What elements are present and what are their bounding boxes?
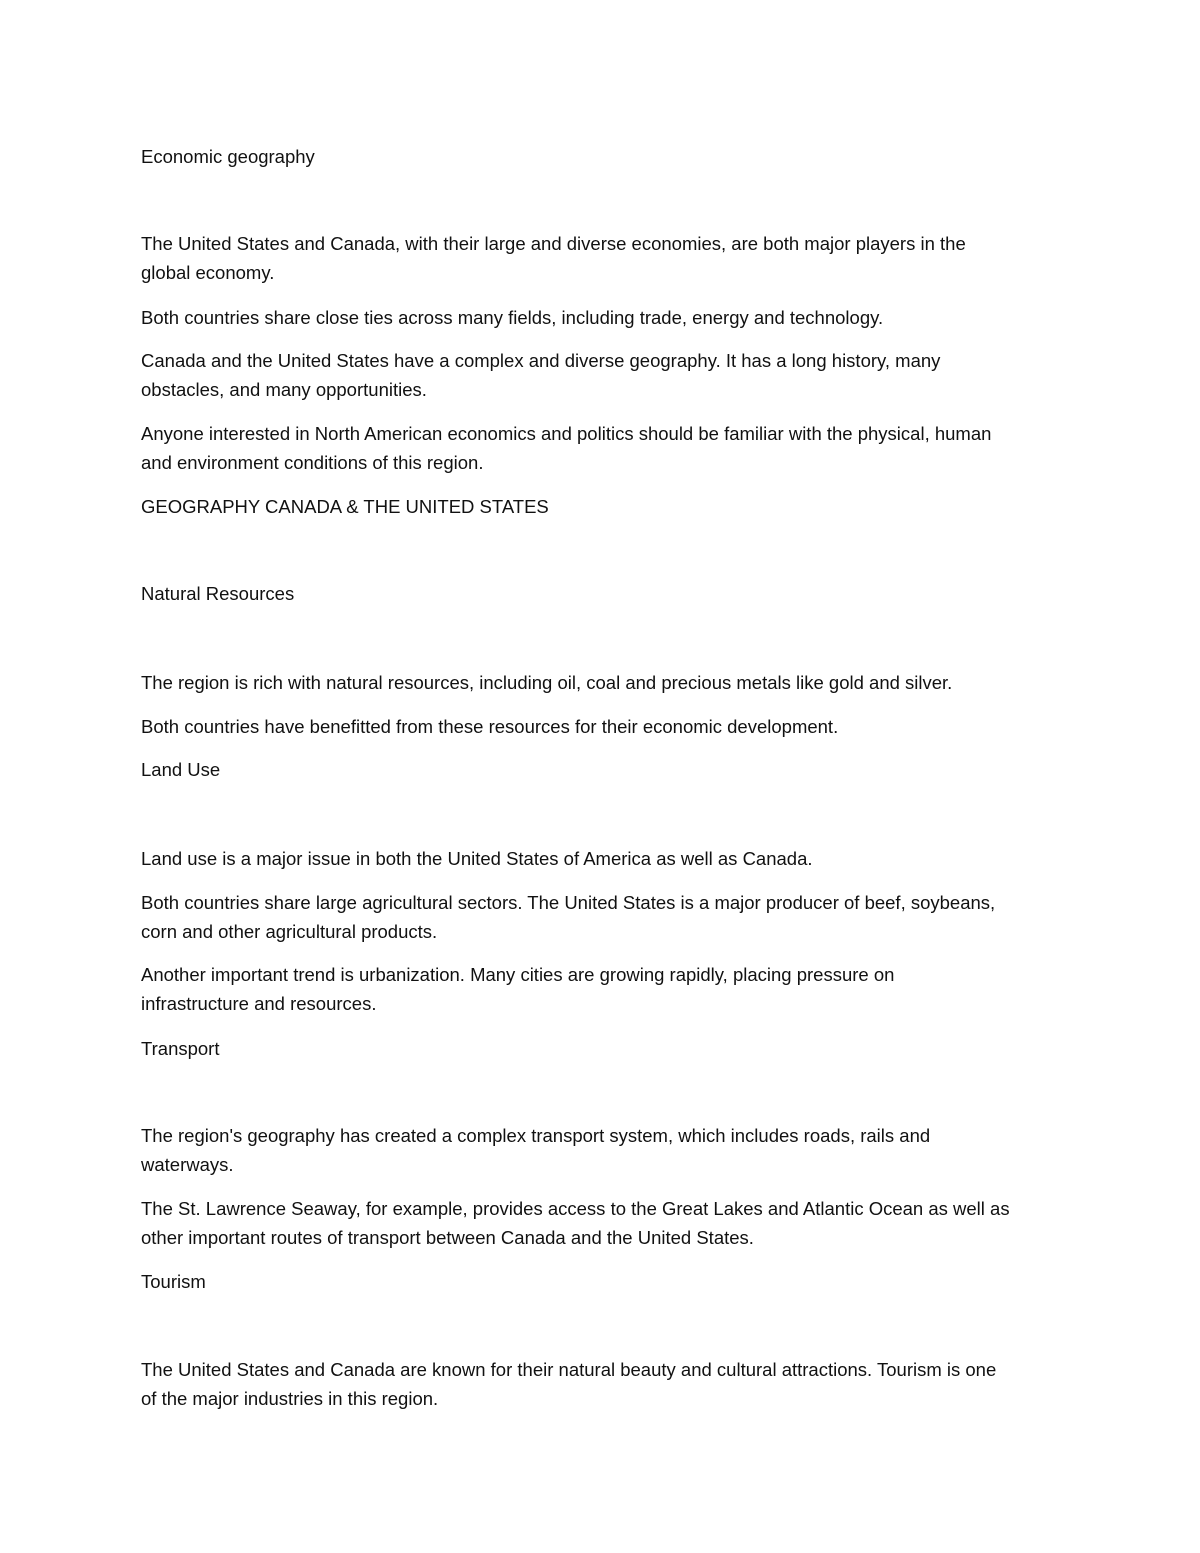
heading-tourism: Tourism: [141, 1271, 206, 1292]
tourism-paragraph-1: The United States and Canada are known for their natural beauty and cultural attractions. Tourism is one of the major industries in this region.: [141, 1359, 997, 1409]
heading-land-use: Land Use: [141, 759, 221, 780]
intro-paragraph-2: Both countries share close ties across many fields, including trade, energy and technology.: [141, 307, 884, 328]
land-use-paragraph-1: Land use is a major issue in both the United States of America as well as Canada.: [141, 848, 813, 869]
transport-paragraph-2: The St. Lawrence Seaway, for example, provides access to the Great Lakes and Atlantic Ocean as well as other important routes of transport between Canada and the United States.: [141, 1198, 1010, 1248]
intro-paragraph-1: The United States and Canada, with their large and diverse economies, are both major players in the global economy.: [141, 233, 966, 283]
document-title: Economic geography: [141, 146, 315, 167]
section-label-geography: GEOGRAPHY CANADA & THE UNITED STATES: [141, 496, 549, 517]
heading-natural-resources: Natural Resources: [141, 583, 295, 604]
transport-paragraph-1: The region's geography has created a complex transport system, which includes roads, rails and waterways.: [141, 1125, 931, 1175]
heading-transport: Transport: [141, 1038, 220, 1059]
intro-paragraph-3: Canada and the United States have a complex and diverse geography. It has a long history, many obstacles, and many opportunities.: [141, 350, 941, 400]
land-use-paragraph-2: Both countries share large agricultural sectors. The United States is a major producer of beef, soybeans, corn and other agricultural products.: [141, 892, 996, 942]
intro-paragraph-4: Anyone interested in North American economics and politics should be familiar with the physical, human and environment conditions of this region.: [141, 423, 992, 473]
natural-resources-paragraph-1: The region is rich with natural resources, including oil, coal and precious metals like gold and silver.: [141, 672, 953, 693]
natural-resources-paragraph-2: Both countries have benefitted from these resources for their economic development.: [141, 716, 839, 737]
land-use-paragraph-3: Another important trend is urbanization. Many cities are growing rapidly, placing pressure on infrastructure and resources.: [141, 964, 895, 1014]
